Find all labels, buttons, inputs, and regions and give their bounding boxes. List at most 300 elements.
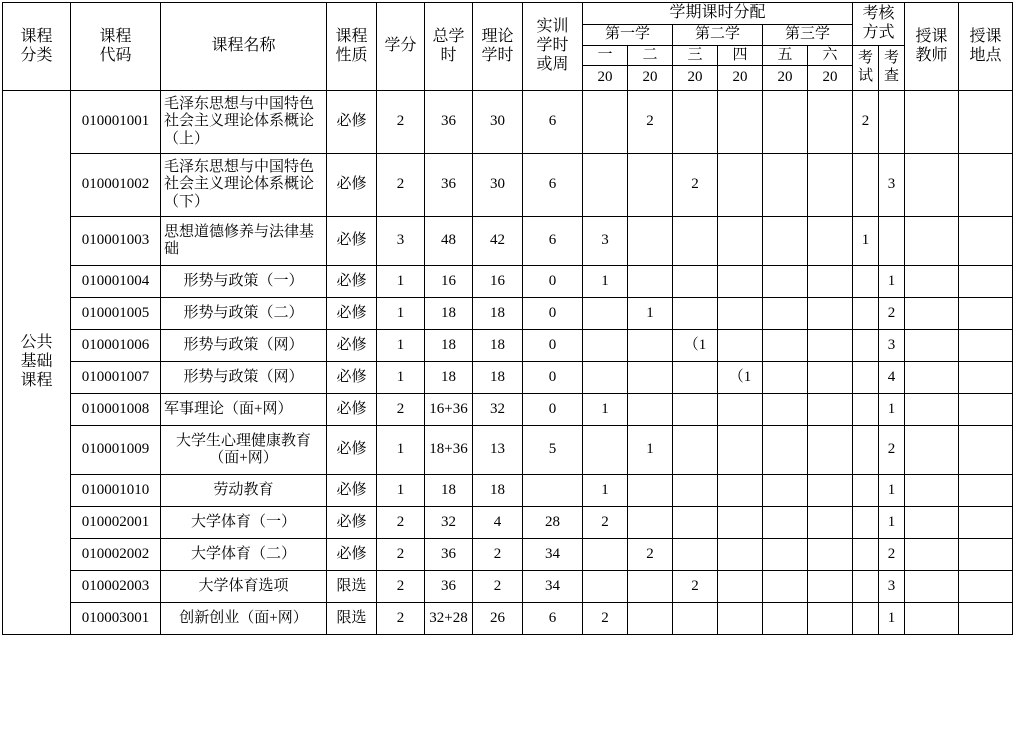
- header-total-hours: [425, 3, 473, 91]
- row-course-name: [161, 362, 327, 394]
- row-course-name: [161, 603, 327, 635]
- table-row: [3, 362, 1013, 394]
- row-credit: 3: [377, 217, 425, 266]
- row-course-nature: 必修: [327, 154, 377, 217]
- header-term-2: 二: [628, 45, 673, 66]
- row-term-5: [763, 426, 808, 475]
- row-credit: 2: [377, 539, 425, 571]
- row-check: 2: [879, 539, 905, 571]
- row-term-1: [583, 298, 628, 330]
- row-theory-hours: 2: [473, 539, 523, 571]
- row-term-5: [763, 539, 808, 571]
- header-theory-hours: [473, 3, 523, 91]
- row-course-code: 010001009: [71, 426, 161, 475]
- row-course-nature: 必修: [327, 475, 377, 507]
- row-term-1: [583, 362, 628, 394]
- row-term-4: [718, 298, 763, 330]
- row-course-name: [161, 475, 327, 507]
- row-term-2: [628, 362, 673, 394]
- row-term-6: [808, 507, 853, 539]
- header-course-nature: [327, 3, 377, 91]
- table-row: [3, 298, 1013, 330]
- row-term-1: 2: [583, 603, 628, 635]
- row-check: 1: [879, 394, 905, 426]
- row-practice-hours: 0: [523, 298, 583, 330]
- row-term-4: [718, 539, 763, 571]
- course-name-text: 大学体育（一）: [190, 513, 296, 530]
- course-name-text: 形势与政策（网）: [183, 368, 304, 385]
- row-term-2: [628, 217, 673, 266]
- row-term-3: [673, 298, 718, 330]
- row-practice-hours: 6: [523, 91, 583, 154]
- row-term-1: [583, 539, 628, 571]
- row-term-1: 1: [583, 394, 628, 426]
- row-theory-hours: 18: [473, 330, 523, 362]
- row-term-2: [628, 154, 673, 217]
- row-term-1: 2: [583, 507, 628, 539]
- row-teacher: [905, 217, 959, 266]
- header-course-name: 课程名称: [161, 3, 327, 91]
- row-course-code: 010001007: [71, 362, 161, 394]
- row-term-6: [808, 539, 853, 571]
- header-course-code: [71, 3, 161, 91]
- course-name-text: 大学体育选项: [198, 577, 289, 594]
- row-teacher: [905, 475, 959, 507]
- course-name-text: 大学体育（二）: [190, 545, 296, 562]
- header-year-3: 第三学: [763, 24, 853, 45]
- curriculum-table: [2, 2, 1013, 635]
- row-teacher: [905, 154, 959, 217]
- row-course-code: 010002002: [71, 539, 161, 571]
- row-theory-hours: 30: [473, 91, 523, 154]
- header-practice-line1: 实训: [536, 18, 569, 36]
- row-term-2: [628, 571, 673, 603]
- row-theory-hours: 42: [473, 217, 523, 266]
- row-course-nature: 必修: [327, 217, 377, 266]
- row-term-6: [808, 426, 853, 475]
- row-place: [959, 394, 1013, 426]
- header-nature-line1: 课程: [335, 27, 368, 45]
- header-weeks-2: 20: [628, 66, 673, 91]
- row-practice-hours: 6: [523, 603, 583, 635]
- row-course-code: 010001006: [71, 330, 161, 362]
- row-term-4: [718, 475, 763, 507]
- row-total-hours: 18: [425, 298, 473, 330]
- header-practice-line3: 或周: [536, 56, 569, 74]
- category-line-2: 基础: [20, 353, 53, 371]
- row-term-4: [718, 603, 763, 635]
- row-check: 2: [879, 426, 905, 475]
- header-code-line2: 代码: [99, 46, 132, 64]
- row-total-hours: 36: [425, 154, 473, 217]
- row-credit: 1: [377, 475, 425, 507]
- course-name-text: 毛泽东思想与中国特色社会主义理论体系概论（下）: [164, 158, 315, 211]
- header-place-line2: 地点: [969, 46, 1002, 64]
- row-theory-hours: 18: [473, 298, 523, 330]
- row-place: [959, 91, 1013, 154]
- row-course-code: 010001005: [71, 298, 161, 330]
- course-name-text: 毛泽东思想与中国特色社会主义理论体系概论（上）: [164, 95, 315, 148]
- row-check: 3: [879, 154, 905, 217]
- row-term-2: [628, 603, 673, 635]
- row-term-6: [808, 91, 853, 154]
- row-term-4: [718, 91, 763, 154]
- header-weeks-5: 20: [763, 66, 808, 91]
- table-row: [3, 571, 1013, 603]
- row-teacher: [905, 394, 959, 426]
- row-term-4: [718, 507, 763, 539]
- row-course-name: [161, 217, 327, 266]
- header-practice-hours: [523, 3, 583, 91]
- row-exam: [853, 507, 879, 539]
- row-course-name: [161, 154, 327, 217]
- row-theory-hours: 30: [473, 154, 523, 217]
- table-row: [3, 266, 1013, 298]
- row-course-code: 010002003: [71, 571, 161, 603]
- row-term-6: [808, 394, 853, 426]
- row-term-4: [718, 266, 763, 298]
- row-course-code: 010002001: [71, 507, 161, 539]
- row-course-nature: 必修: [327, 91, 377, 154]
- row-theory-hours: 13: [473, 426, 523, 475]
- row-term-6: [808, 266, 853, 298]
- row-term-3: [673, 426, 718, 475]
- row-total-hours: 18: [425, 475, 473, 507]
- header-theory-line2: 学时: [481, 46, 514, 64]
- course-name-text: 形势与政策（一）: [183, 272, 304, 289]
- row-course-code: 010001010: [71, 475, 161, 507]
- row-term-3: 2: [673, 571, 718, 603]
- row-teacher: [905, 507, 959, 539]
- row-theory-hours: 2: [473, 571, 523, 603]
- row-practice-hours: [523, 475, 583, 507]
- row-term-2: [628, 330, 673, 362]
- row-term-1: [583, 330, 628, 362]
- row-check: [879, 91, 905, 154]
- course-name-text: 大学生心理健康教育（面+网）: [175, 432, 311, 467]
- row-term-6: [808, 330, 853, 362]
- row-term-4: [718, 154, 763, 217]
- row-term-5: [763, 298, 808, 330]
- row-term-3: [673, 603, 718, 635]
- row-total-hours: 32: [425, 507, 473, 539]
- row-credit: 1: [377, 426, 425, 475]
- row-place: [959, 217, 1013, 266]
- row-term-6: [808, 362, 853, 394]
- row-course-code: 010001008: [71, 394, 161, 426]
- row-term-6: [808, 217, 853, 266]
- table-row: [3, 91, 1013, 154]
- header-category-line1: 课程: [20, 27, 53, 45]
- row-term-3: 2: [673, 154, 718, 217]
- row-teacher: [905, 298, 959, 330]
- header-exam: [853, 45, 879, 91]
- row-total-hours: 18: [425, 330, 473, 362]
- row-place: [959, 266, 1013, 298]
- row-course-nature: 必修: [327, 330, 377, 362]
- row-course-code: 010001002: [71, 154, 161, 217]
- table-header: [3, 3, 1013, 91]
- course-name-text: 军事理论（面+网）: [164, 400, 293, 417]
- row-place: [959, 507, 1013, 539]
- row-check: 1: [879, 266, 905, 298]
- row-term-3: [673, 475, 718, 507]
- row-term-3: [673, 394, 718, 426]
- row-credit: 2: [377, 154, 425, 217]
- row-course-code: 010003001: [71, 603, 161, 635]
- row-term-1: 3: [583, 217, 628, 266]
- row-course-nature: 必修: [327, 507, 377, 539]
- table-row: [3, 394, 1013, 426]
- header-credit: 学分: [377, 3, 425, 91]
- row-course-nature: 必修: [327, 539, 377, 571]
- header-weeks-3: 20: [673, 66, 718, 91]
- row-total-hours: 48: [425, 217, 473, 266]
- row-check: 3: [879, 330, 905, 362]
- row-exam: 2: [853, 91, 879, 154]
- header-assess-line2: 方式: [862, 23, 895, 41]
- row-term-6: [808, 154, 853, 217]
- header-total-line2: 时: [440, 46, 457, 64]
- curriculum-sheet: [0, 2, 1002, 739]
- header-term-1: 一: [583, 45, 628, 66]
- table-row: [3, 539, 1013, 571]
- row-term-2: 1: [628, 426, 673, 475]
- row-exam: [853, 475, 879, 507]
- row-term-2: [628, 475, 673, 507]
- row-term-2: 2: [628, 539, 673, 571]
- header-check-line2: 查: [884, 67, 900, 84]
- course-name-text: 形势与政策（网）: [183, 336, 304, 353]
- row-course-nature: 限选: [327, 571, 377, 603]
- table-row: [3, 603, 1013, 635]
- header-practice-line2: 学时: [536, 37, 569, 55]
- row-term-4: [718, 426, 763, 475]
- row-term-3: [673, 91, 718, 154]
- row-teacher: [905, 266, 959, 298]
- header-category-line2: 分类: [20, 46, 53, 64]
- row-credit: 1: [377, 330, 425, 362]
- table-body: [3, 91, 1013, 635]
- row-place: [959, 539, 1013, 571]
- row-check: 1: [879, 475, 905, 507]
- row-practice-hours: 34: [523, 571, 583, 603]
- row-term-6: [808, 571, 853, 603]
- row-term-1: [583, 571, 628, 603]
- row-course-name: [161, 394, 327, 426]
- row-term-5: [763, 266, 808, 298]
- header-term-3: 三: [673, 45, 718, 66]
- header-exam-line2: 试: [858, 67, 874, 84]
- row-practice-hours: 6: [523, 154, 583, 217]
- row-term-4: [718, 217, 763, 266]
- table-row: [3, 217, 1013, 266]
- header-check: [879, 45, 905, 91]
- header-category: [3, 3, 71, 91]
- row-total-hours: 36: [425, 91, 473, 154]
- row-exam: [853, 266, 879, 298]
- header-teacher-line2: 教师: [915, 46, 948, 64]
- row-term-2: [628, 394, 673, 426]
- row-theory-hours: 18: [473, 475, 523, 507]
- row-exam: [853, 154, 879, 217]
- header-check-line1: 考: [884, 50, 900, 67]
- row-check: [879, 217, 905, 266]
- row-practice-hours: 0: [523, 266, 583, 298]
- row-course-nature: 必修: [327, 266, 377, 298]
- row-exam: [853, 571, 879, 603]
- row-term-2: 1: [628, 298, 673, 330]
- row-term-5: [763, 571, 808, 603]
- row-course-name: [161, 571, 327, 603]
- row-total-hours: 18: [425, 362, 473, 394]
- header-nature-line2: 性质: [335, 46, 368, 64]
- row-course-nature: 必修: [327, 426, 377, 475]
- header-term-5: 五: [763, 45, 808, 66]
- header-weeks-6: 20: [808, 66, 853, 91]
- row-term-3: [673, 217, 718, 266]
- row-place: [959, 154, 1013, 217]
- row-term-1: 1: [583, 266, 628, 298]
- row-credit: 2: [377, 571, 425, 603]
- course-name-text: 创新创业（面+网）: [179, 609, 308, 626]
- course-name-text: 劳动教育: [213, 481, 274, 498]
- row-theory-hours: 16: [473, 266, 523, 298]
- row-check: 3: [879, 571, 905, 603]
- row-course-name: [161, 426, 327, 475]
- row-course-code: 010001004: [71, 266, 161, 298]
- row-term-5: [763, 507, 808, 539]
- row-theory-hours: 26: [473, 603, 523, 635]
- row-place: [959, 362, 1013, 394]
- row-practice-hours: 34: [523, 539, 583, 571]
- row-practice-hours: 0: [523, 330, 583, 362]
- row-term-1: 1: [583, 475, 628, 507]
- row-practice-hours: 28: [523, 507, 583, 539]
- row-term-5: [763, 217, 808, 266]
- row-term-5: [763, 91, 808, 154]
- row-credit: 1: [377, 362, 425, 394]
- row-teacher: [905, 603, 959, 635]
- row-term-1: [583, 154, 628, 217]
- header-weeks-4: 20: [718, 66, 763, 91]
- header-weeks-1: 20: [583, 66, 628, 91]
- row-term-5: [763, 154, 808, 217]
- row-term-3: [673, 539, 718, 571]
- row-term-2: 2: [628, 91, 673, 154]
- row-place: [959, 571, 1013, 603]
- header-place: [959, 3, 1013, 91]
- row-exam: [853, 603, 879, 635]
- row-course-nature: 必修: [327, 394, 377, 426]
- row-course-name: [161, 298, 327, 330]
- row-total-hours: 16: [425, 266, 473, 298]
- row-practice-hours: 5: [523, 426, 583, 475]
- header-year-1: 第一学: [583, 24, 673, 45]
- header-total-line1: 总学: [432, 27, 465, 45]
- row-practice-hours: 0: [523, 394, 583, 426]
- row-term-6: [808, 475, 853, 507]
- header-teacher-line1: 授课: [915, 27, 948, 45]
- row-course-name: [161, 507, 327, 539]
- header-code-line1: 课程: [99, 27, 132, 45]
- header-term-6: 六: [808, 45, 853, 66]
- row-credit: 2: [377, 603, 425, 635]
- row-teacher: [905, 571, 959, 603]
- row-exam: [853, 362, 879, 394]
- table-row: [3, 475, 1013, 507]
- row-term-5: [763, 394, 808, 426]
- row-term-6: [808, 298, 853, 330]
- row-term-4: [718, 330, 763, 362]
- row-total-hours: 18+36: [425, 426, 473, 475]
- row-total-hours: 36: [425, 571, 473, 603]
- row-credit: 2: [377, 394, 425, 426]
- row-course-nature: 限选: [327, 603, 377, 635]
- row-course-name: [161, 91, 327, 154]
- row-check: 2: [879, 298, 905, 330]
- row-term-4: （1: [718, 362, 763, 394]
- header-row-main: [3, 3, 1013, 25]
- row-term-3: [673, 266, 718, 298]
- row-place: [959, 603, 1013, 635]
- row-term-3: [673, 362, 718, 394]
- row-credit: 1: [377, 298, 425, 330]
- row-credit: 1: [377, 266, 425, 298]
- row-course-name: [161, 330, 327, 362]
- row-term-6: [808, 603, 853, 635]
- row-category: [3, 91, 71, 635]
- row-course-code: 010001001: [71, 91, 161, 154]
- row-theory-hours: 32: [473, 394, 523, 426]
- row-term-5: [763, 362, 808, 394]
- row-exam: [853, 298, 879, 330]
- row-term-1: [583, 426, 628, 475]
- row-credit: 2: [377, 91, 425, 154]
- row-course-nature: 必修: [327, 362, 377, 394]
- header-year-2: 第二学: [673, 24, 763, 45]
- category-line-1: 公共: [20, 334, 53, 352]
- table-row: [3, 154, 1013, 217]
- row-total-hours: 36: [425, 539, 473, 571]
- header-place-line1: 授课: [969, 27, 1002, 45]
- table-row: [3, 507, 1013, 539]
- row-total-hours: 16+36: [425, 394, 473, 426]
- header-term-4: 四: [718, 45, 763, 66]
- row-term-5: [763, 603, 808, 635]
- row-teacher: [905, 539, 959, 571]
- row-check: 1: [879, 603, 905, 635]
- header-term-distribution: 学期课时分配: [583, 3, 853, 25]
- row-term-5: [763, 475, 808, 507]
- row-exam: 1: [853, 217, 879, 266]
- row-course-name: [161, 266, 327, 298]
- row-theory-hours: 18: [473, 362, 523, 394]
- row-exam: [853, 539, 879, 571]
- row-term-4: [718, 394, 763, 426]
- row-course-nature: 必修: [327, 298, 377, 330]
- row-teacher: [905, 91, 959, 154]
- header-teacher: [905, 3, 959, 91]
- row-place: [959, 330, 1013, 362]
- row-teacher: [905, 330, 959, 362]
- row-exam: [853, 330, 879, 362]
- row-term-3: [673, 507, 718, 539]
- header-assess-line1: 考核: [862, 4, 895, 22]
- row-term-2: [628, 507, 673, 539]
- row-place: [959, 475, 1013, 507]
- row-term-5: [763, 330, 808, 362]
